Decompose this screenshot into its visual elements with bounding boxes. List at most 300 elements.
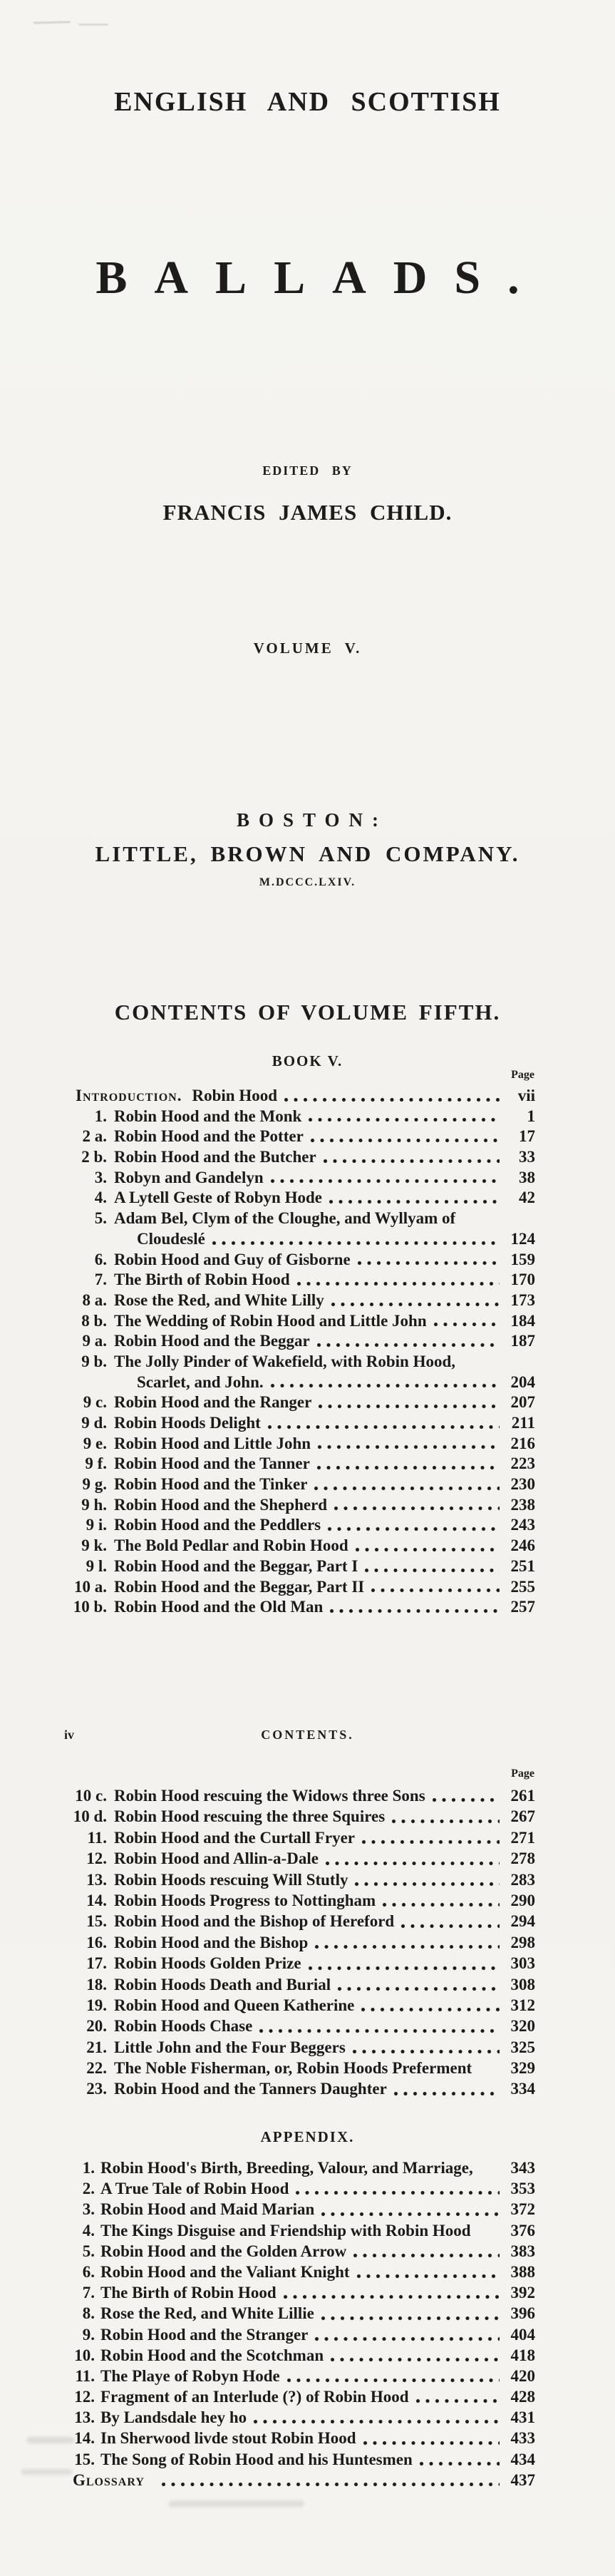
toc-entry <box>67 2263 535 2284</box>
entry-page-number: 298 <box>510 1933 535 1951</box>
entry-number: 5. <box>82 2242 95 2260</box>
toc-entry <box>67 2471 535 2492</box>
dot-leader <box>355 1547 500 1552</box>
entry-page-number: 329 <box>510 2059 535 2078</box>
entry-page-number: 437 <box>510 2470 535 2489</box>
entry-title: Robin Hood and the Tanner <box>114 1454 310 1473</box>
toc-entry <box>67 2367 535 2388</box>
toc-entry <box>63 1353 535 1373</box>
entry-page-number: 396 <box>510 2304 535 2323</box>
toc-entry <box>63 2017 535 2038</box>
entry-page-number: 343 <box>510 2159 535 2177</box>
entry-page-number: 428 <box>510 2388 535 2406</box>
entry-page-number: 33 <box>519 1148 535 1166</box>
entry-number: 5. <box>94 1209 107 1228</box>
entry-number: 9 e. <box>83 1434 107 1452</box>
dot-leader <box>212 1241 500 1246</box>
dot-leader <box>361 1839 500 1844</box>
entry-number: 6. <box>82 2262 95 2281</box>
entry-page-number: 372 <box>510 2200 535 2219</box>
entry-number: 12. <box>74 2388 95 2406</box>
entry-page-number: 173 <box>510 1290 535 1309</box>
dot-leader <box>259 2028 500 2033</box>
entry-number: 9 f. <box>85 1454 107 1473</box>
entry-title: Little John and the Four Beggers <box>114 2038 346 2056</box>
toc-entry <box>63 1127 535 1148</box>
dot-leader <box>357 1261 500 1266</box>
toc-entry <box>67 2180 535 2200</box>
entry-title: The Birth of Robin Hood <box>100 2284 277 2302</box>
entry-page-number: 17 <box>519 1127 535 1146</box>
toc-entry <box>63 1414 535 1435</box>
entry-number: 10. <box>74 2346 95 2364</box>
toc-entry <box>67 2284 535 2304</box>
entry-page-number: 230 <box>510 1475 535 1494</box>
toc-entry <box>63 1291 535 1312</box>
entry-number: 9 l. <box>86 1556 107 1575</box>
toc-entry <box>63 1148 535 1169</box>
entry-page-number: 223 <box>510 1454 535 1473</box>
entry-number: 9 b. <box>81 1352 107 1370</box>
entry-number: 22. <box>86 2059 107 2078</box>
entry-page-number: 170 <box>510 1271 535 1289</box>
dot-leader <box>323 1159 500 1164</box>
dot-leader <box>478 2070 500 2075</box>
entry-title: Introduction. Robin Hood <box>76 1087 278 1104</box>
entry-number: 15. <box>86 1912 107 1931</box>
entry-page-number: 376 <box>510 2221 535 2239</box>
entry-number: 15. <box>74 2450 95 2468</box>
toc-entry <box>67 2242 535 2263</box>
entry-page-number: 42 <box>519 1189 535 1207</box>
entry-title: Robin Hood and the Beggar <box>114 1332 310 1350</box>
entry-title: Robin Hood and the Bishop of Hereford <box>114 1912 395 1931</box>
entry-page-number: 433 <box>510 2429 535 2448</box>
toc-entry <box>67 2159 535 2180</box>
entry-number: 10 a. <box>74 1577 107 1596</box>
entry-page-number: 187 <box>510 1332 535 1350</box>
entry-number: 17. <box>86 1954 107 1973</box>
contents-list-continued <box>63 1787 535 2101</box>
entry-number: 8. <box>82 2304 95 2323</box>
dot-leader <box>329 1608 500 1613</box>
entry-page-number: 404 <box>510 2325 535 2344</box>
imprint-city: BOSTON: <box>236 809 388 831</box>
entry-number: 10 b. <box>73 1598 107 1616</box>
entry-number: 2 b. <box>81 1148 107 1166</box>
scan-smudge <box>169 2500 304 2507</box>
dot-leader <box>270 1179 500 1184</box>
page-column-label: Page <box>511 1069 534 1081</box>
entry-title: Robin Hood and the Bishop <box>114 1933 309 1951</box>
toc-entry <box>63 1829 535 1849</box>
dot-leader <box>371 1588 500 1593</box>
entry-number: 9 k. <box>81 1536 107 1555</box>
introduction-label: Introduction. <box>76 1087 182 1104</box>
entry-title: Robin Hood and the Beggar, Part II <box>114 1577 365 1596</box>
entry-page-number: 431 <box>510 2408 535 2427</box>
entry-number: 11. <box>75 2366 95 2385</box>
entry-title: The Noble Fisherman, or, Robin Hoods Preferment <box>114 2059 472 2078</box>
entry-number: 3. <box>94 1168 107 1186</box>
entry-page-number: 267 <box>510 1807 535 1826</box>
entry-title: Robin Hoods rescuing Will Stutly <box>114 1870 348 1889</box>
entry-page-number: 320 <box>510 2017 535 2036</box>
entry-number: 21. <box>86 2038 107 2056</box>
entry-title: Robin Hoods Progress to Nottingham <box>114 1891 376 1909</box>
dot-leader <box>308 1117 500 1122</box>
toc-entry <box>63 2059 535 2080</box>
toc-entry <box>63 1435 535 1455</box>
toc-entry <box>63 1230 535 1251</box>
running-head: CONTENTS. <box>261 1728 354 1742</box>
entry-page-number: 238 <box>510 1495 535 1514</box>
toc-entry <box>63 1475 535 1496</box>
entry-number: 7. <box>82 2284 95 2302</box>
entry-title: Robin Hood's Birth, Breeding, Valour, and Marriage, <box>100 2159 473 2177</box>
contents-heading: CONTENTS OF VOLUME FIFTH. <box>114 1000 501 1025</box>
dot-leader <box>329 1199 500 1204</box>
toc-entry <box>63 1578 535 1599</box>
dot-leader <box>331 1302 500 1307</box>
dot-leader <box>477 2232 500 2237</box>
entry-title: Rose the Red, and White Lilly <box>114 1290 324 1309</box>
entry-title: The Wedding of Robin Hood and Little John <box>114 1311 427 1330</box>
dot-leader <box>316 1343 500 1348</box>
dot-leader <box>317 1444 500 1449</box>
imprint-year: M.DCCC.LXIV. <box>259 876 356 888</box>
entry-page-number: 283 <box>510 1870 535 1889</box>
contents-list-book-v <box>63 1087 535 1618</box>
toc-entry <box>63 2080 535 2100</box>
entry-number: 20. <box>86 2017 107 2036</box>
entry-page-number: 434 <box>510 2450 535 2468</box>
dot-leader <box>356 2274 500 2279</box>
entry-page-number: 388 <box>510 2262 535 2281</box>
dot-leader <box>361 2007 500 2012</box>
toc-entry <box>67 2429 535 2450</box>
entry-title: Robin Hood rescuing the three Squires <box>114 1807 386 1826</box>
toc-entry <box>63 1332 535 1353</box>
entry-page-number: 255 <box>510 1577 535 1596</box>
entry-title: Robyn and Gandelyn <box>114 1168 264 1186</box>
entry-title: In Sherwood livde stout Robin Hood <box>100 2429 356 2448</box>
toc-entry <box>63 1271 535 1291</box>
toc-entry <box>63 1849 535 1870</box>
entry-page-number: 216 <box>510 1434 535 1452</box>
entry-page-number: 261 <box>510 1787 535 1805</box>
toc-entry <box>63 1251 535 1271</box>
toc-entry <box>67 2346 535 2367</box>
dot-leader <box>364 1568 500 1573</box>
toc-entry <box>63 1912 535 1933</box>
entry-title: Robin Hood and the Ranger <box>114 1393 312 1412</box>
book-title: BALLADS. <box>95 252 547 304</box>
entry-number: 9 d. <box>81 1414 107 1432</box>
entry-title: Robin Hood and the Stranger <box>100 2325 309 2344</box>
toc-entry <box>67 2304 535 2325</box>
dot-leader <box>314 2336 500 2341</box>
entry-title: Robin Hood and Queen Katherine <box>114 1996 355 2014</box>
toc-entry <box>63 1373 535 1394</box>
entry-page-number: 278 <box>510 1849 535 1868</box>
dot-leader <box>382 1902 500 1907</box>
entry-number: 23. <box>86 2080 107 2098</box>
dot-leader <box>321 2212 500 2217</box>
entry-page-number: 418 <box>510 2346 535 2364</box>
dot-leader <box>296 1281 500 1286</box>
toc-entry <box>63 1496 535 1517</box>
dot-leader <box>283 2294 500 2299</box>
dot-leader <box>295 2190 500 2195</box>
entry-number: 1. <box>94 1107 107 1125</box>
entry-number: 10 d. <box>73 1807 107 1826</box>
entry-title: Robin Hood and the Potter <box>114 1127 304 1146</box>
entry-page-number: 290 <box>510 1891 535 1909</box>
toc-entry <box>63 1598 535 1618</box>
dot-leader <box>353 2253 500 2258</box>
dot-leader <box>415 2398 500 2403</box>
entry-page-number: 383 <box>510 2242 535 2260</box>
entry-page-number: 159 <box>510 1250 535 1268</box>
entry-number: 9 h. <box>81 1495 107 1514</box>
entry-number: 14. <box>86 1891 107 1909</box>
entry-title: Robin Hood and the Scotchman <box>100 2346 324 2364</box>
dot-leader <box>334 1506 500 1511</box>
dot-leader <box>363 2441 500 2446</box>
entry-page-number: 246 <box>510 1536 535 1555</box>
entry-number: 18. <box>86 1975 107 1993</box>
entry-page-number: 184 <box>510 1311 535 1330</box>
appendix-heading: APPENDIX. <box>260 2128 355 2145</box>
entry-title: Robin Hood and Little John <box>114 1434 311 1452</box>
entry-title: Robin Hood and the Curtall Fryer <box>114 1828 355 1847</box>
toc-entry <box>67 2388 535 2408</box>
toc-entry <box>63 1954 535 1975</box>
entry-page-number: 353 <box>510 2180 535 2198</box>
entry-number: 9 i. <box>86 1516 107 1534</box>
scan-artifact <box>78 24 108 26</box>
dot-leader <box>400 1924 500 1929</box>
toc-entry <box>63 1107 535 1128</box>
dot-leader <box>308 1966 500 1971</box>
entry-number: 9 a. <box>82 1332 107 1350</box>
toc-entry <box>67 2326 535 2346</box>
entry-title: Robin Hood rescuing the Widows three Sons <box>114 1787 425 1805</box>
entry-title: Robin Hood and the Tinker <box>114 1475 308 1494</box>
edited-by-label: EDITED BY <box>262 463 353 478</box>
dot-leader <box>314 1486 500 1491</box>
entry-title: The Birth of Robin Hood <box>114 1271 290 1289</box>
entry-title: The Playe of Robyn Hode <box>100 2366 280 2385</box>
entry-title: Robin Hood and the Golden Arrow <box>100 2242 347 2260</box>
dot-leader <box>327 1526 500 1531</box>
entry-title: Robin Hood and the Peddlers <box>114 1516 321 1534</box>
entry-title: Robin Hood and the Monk <box>114 1107 302 1125</box>
toc-entry <box>63 1209 535 1230</box>
dot-leader <box>419 2461 500 2466</box>
entry-page-number: 392 <box>510 2284 535 2302</box>
entry-page-number: 334 <box>510 2080 535 2098</box>
imprint-publisher: LITTLE, BROWN AND COMPANY. <box>95 841 520 866</box>
toc-entry <box>63 1892 535 1912</box>
entry-page-number: 271 <box>510 1828 535 1847</box>
entry-title: The Song of Robin Hood and his Huntesmen <box>100 2450 413 2468</box>
toc-entry <box>63 1189 535 1209</box>
entry-number: 8 a. <box>82 1290 107 1309</box>
dot-leader <box>284 1097 500 1102</box>
entry-title: Robin Hood and the Old Man <box>114 1598 324 1616</box>
dot-leader <box>314 1944 500 1949</box>
dot-leader <box>330 2357 500 2362</box>
entry-title: The Bold Pedlar and Robin Hood <box>114 1536 348 1555</box>
entry-page-number: 211 <box>511 1414 535 1432</box>
dot-leader <box>433 1322 500 1327</box>
toc-entry <box>63 1996 535 2017</box>
entry-number: 2. <box>82 2180 95 2198</box>
editor-name: FRANCIS JAMES CHILD. <box>162 500 453 525</box>
entry-title: Robin Hood and the Shepherd <box>114 1495 328 1514</box>
entry-page-number: 420 <box>510 2366 535 2385</box>
entry-title: Robin Hood and Maid Marian <box>100 2200 315 2219</box>
entry-title: By Landsdale hey ho <box>100 2408 247 2427</box>
toc-entry <box>63 1557 535 1578</box>
entry-title: A Lytell Geste of Robyn Hode <box>114 1189 322 1207</box>
toc-entry <box>63 1976 535 1996</box>
entry-number: 11. <box>87 1828 107 1847</box>
entry-number: 3. <box>82 2200 95 2219</box>
dot-leader <box>286 2378 500 2383</box>
entry-number: 14. <box>74 2429 95 2448</box>
dot-leader <box>354 1882 500 1887</box>
entry-number: 16. <box>86 1933 107 1951</box>
entry-number: 13. <box>74 2408 95 2427</box>
dot-leader <box>321 2316 500 2321</box>
entry-number: 12. <box>86 1849 107 1868</box>
entry-title: Robin Hood and Guy of Gisborne <box>114 1250 351 1268</box>
entry-page-number: 325 <box>510 2038 535 2056</box>
dot-leader <box>267 1425 500 1430</box>
entry-page-number: 243 <box>510 1516 535 1534</box>
toc-entry <box>67 2451 535 2471</box>
toc-entry <box>63 1807 535 1828</box>
entry-page-number: 38 <box>519 1168 535 1186</box>
toc-entry <box>67 2408 535 2429</box>
dot-leader <box>393 2091 500 2096</box>
entry-number: 6. <box>94 1250 107 1268</box>
toc-entry <box>63 2038 535 2059</box>
entry-title: Robin Hoods Golden Prize <box>114 1954 301 1973</box>
dot-leader <box>391 1819 500 1824</box>
dot-leader <box>270 1383 500 1388</box>
folio-number: iv <box>64 1728 75 1742</box>
toc-entry <box>63 1087 535 1107</box>
entry-number: 10 c. <box>75 1787 107 1805</box>
entry-number: 13. <box>86 1870 107 1889</box>
entry-number: 4. <box>82 2221 95 2239</box>
entry-title: The Jolly Pinder of Wakefield, with Robin Hood, <box>114 1352 456 1370</box>
entry-number: 4. <box>94 1189 107 1207</box>
entry-page-number: 251 <box>510 1556 535 1575</box>
entry-title: The Kings Disguise and Friendship with Robin Hood <box>100 2221 471 2239</box>
entry-title: Rose the Red, and White Lillie <box>100 2304 314 2323</box>
toc-entry <box>63 1871 535 1892</box>
entry-number: 7. <box>94 1271 107 1289</box>
toc-entry <box>63 1169 535 1189</box>
entry-page-number: 308 <box>510 1975 535 1993</box>
toc-entry <box>63 1516 535 1536</box>
entry-page-number: 207 <box>510 1393 535 1412</box>
volume-label: VOLUME V. <box>253 640 362 657</box>
dot-leader <box>161 2482 500 2487</box>
entry-page-number: 124 <box>510 1229 535 1248</box>
entry-title: Robin Hoods Chase <box>114 2017 253 2036</box>
toc-entry <box>67 2200 535 2221</box>
entry-number: 9 c. <box>83 1393 107 1412</box>
entry-title: Robin Hoods Death and Burial <box>114 1975 331 1993</box>
entry-number: 1. <box>82 2159 95 2177</box>
toc-entry <box>63 1934 535 1954</box>
entry-page-number: 1 <box>527 1107 535 1125</box>
toc-entry <box>63 1393 535 1414</box>
entry-title-continuation: Cloudeslé <box>137 1229 205 1248</box>
entry-title: Adam Bel, Clym of the Cloughe, and Wyllyam of <box>114 1209 456 1228</box>
entry-title: A True Tale of Robin Hood <box>100 2180 289 2198</box>
entry-title-continuation: Scarlet, and John. <box>137 1372 264 1391</box>
entry-title <box>73 2471 155 2490</box>
scan-artifact <box>33 21 71 24</box>
scan-smudge <box>21 2469 73 2475</box>
dot-leader <box>337 1986 500 1991</box>
entry-page-number: vii <box>517 1087 535 1104</box>
entry-number: 9. <box>82 2325 95 2344</box>
page-column-label: Page <box>511 1767 534 1780</box>
toc-entry <box>63 1312 535 1333</box>
entry-title: Robin Hood and the Butcher <box>114 1148 316 1166</box>
dot-leader <box>316 1465 500 1470</box>
entry-number: 19. <box>86 1996 107 2014</box>
entry-number: 9 g. <box>82 1475 107 1494</box>
entry-title: Fragment of an Interlude (?) of Robin Hood <box>100 2388 409 2406</box>
entry-title: Robin Hoods Delight <box>114 1414 261 1432</box>
dot-leader <box>310 1138 500 1143</box>
toc-entry <box>63 1787 535 1807</box>
entry-page-number: 312 <box>510 1996 535 2014</box>
dot-leader <box>318 1404 500 1409</box>
entry-title: Robin Hood and the Beggar, Part I <box>114 1556 358 1575</box>
book-heading: BOOK V. <box>272 1052 343 1069</box>
entry-page-number: 294 <box>510 1912 535 1931</box>
series-title: ENGLISH AND SCOTTISH <box>114 87 501 117</box>
entry-title: Robin Hood and Allin-a-Dale <box>114 1849 319 1868</box>
entry-page-number: 204 <box>510 1372 535 1391</box>
appendix-list <box>67 2159 535 2492</box>
dot-leader <box>325 1861 500 1866</box>
dot-leader <box>352 2049 500 2054</box>
toc-entry <box>67 2222 535 2242</box>
dot-leader <box>432 1797 500 1802</box>
toc-entry <box>63 1536 535 1557</box>
dot-leader <box>480 2170 500 2175</box>
entry-title: Robin Hood and the Valiant Knight <box>100 2262 350 2281</box>
entry-number: 8 b. <box>81 1311 107 1330</box>
entry-title: Robin Hood and the Tanners Daughter <box>114 2080 387 2098</box>
dot-leader <box>253 2419 500 2424</box>
entry-page-number: 257 <box>510 1598 535 1616</box>
toc-entry <box>63 1454 535 1475</box>
entry-number: 2 a. <box>82 1127 107 1146</box>
glossary-label: Glossary <box>73 2470 145 2489</box>
